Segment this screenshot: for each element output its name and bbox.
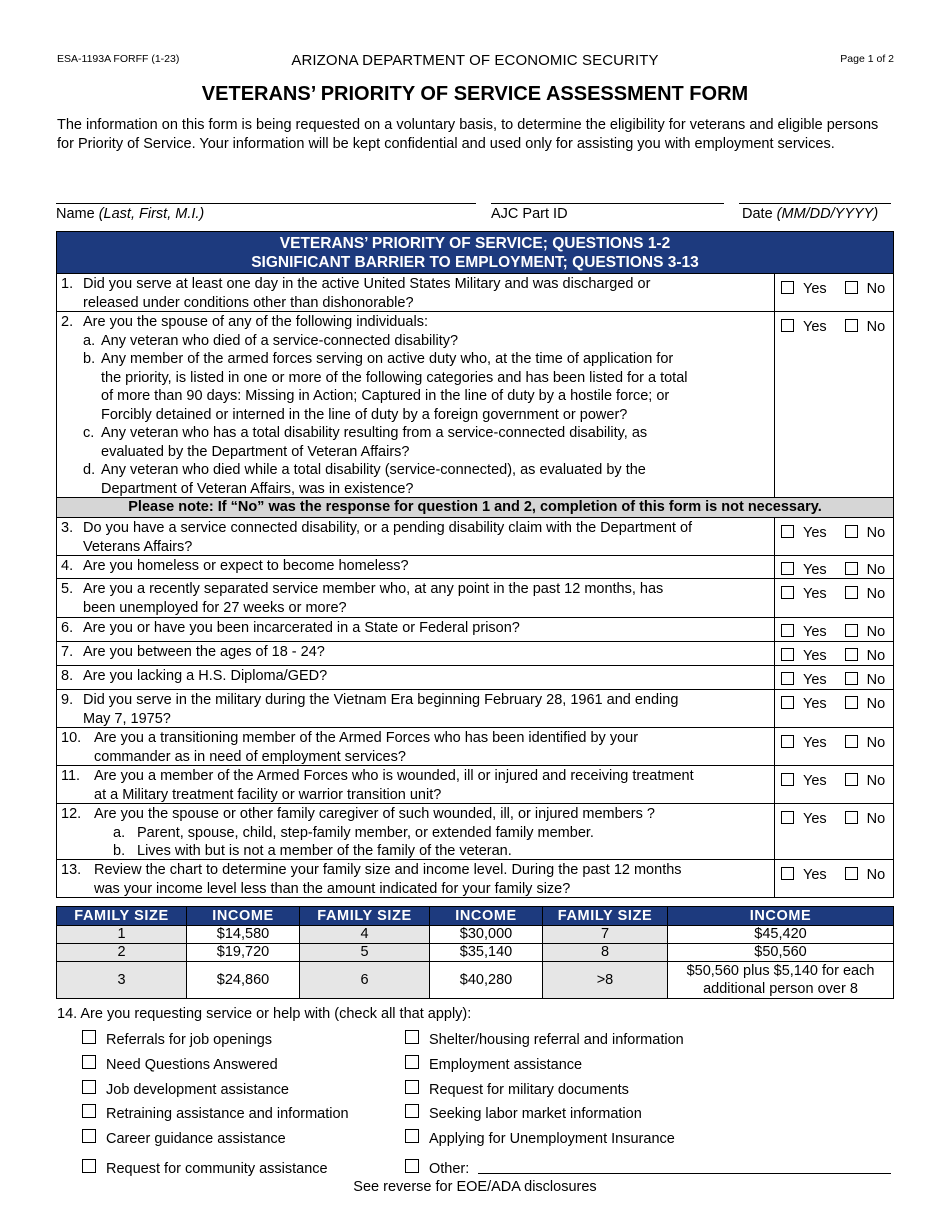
option-community-assistance[interactable] [82, 1161, 328, 1177]
header-family-size: FAMILY SIZE [57, 907, 187, 926]
question-10-row [57, 728, 893, 766]
question-7-row [57, 642, 893, 666]
question-12-answer [775, 804, 893, 859]
q6-yes-checkbox[interactable] [781, 624, 794, 637]
option-label: Referrals for job openings [106, 1032, 273, 1048]
checkbox[interactable] [405, 1030, 419, 1044]
yes-label: Yes [803, 811, 827, 827]
questions-table-header [57, 232, 893, 274]
question-4-row [57, 556, 893, 579]
question-2-answer [775, 312, 893, 497]
checkbox[interactable] [405, 1080, 419, 1094]
other-input-field[interactable] [478, 1173, 891, 1174]
question-3-text: 3. Do you have a service connected disability, or a pending disability claim with the Department of Veterans Affairs? [57, 518, 775, 555]
question-12-text: 12. Are you the spouse or other family caregiver of such wounded, ill, or injured members ? a. Parent, spouse, child, step-family member, or extended family member. b. Lives with but is not a member of the family of the veteran. [57, 804, 775, 859]
family-size-cell: >8 [543, 962, 668, 999]
income-cell: $50,560 [668, 944, 894, 962]
option-other[interactable] [405, 1161, 469, 1177]
header-income: INCOME [668, 907, 894, 926]
family-size-cell: 1 [57, 926, 187, 944]
page-number: Page 1 of 2 [840, 53, 894, 65]
option-label: Job development assistance [106, 1082, 289, 1098]
income-cell: $24,860 [187, 962, 300, 999]
q10-no-checkbox[interactable] [845, 735, 858, 748]
income-cell: $50,560 plus $5,140 for each additional person over 8 [668, 962, 894, 999]
question-13-text: 13. Review the chart to determine your family size and income level. During the past 12 months was your income level less than the amount indicated for your family size? [57, 860, 775, 897]
family-size-cell: 5 [300, 944, 430, 962]
option-label: Request for community assistance [106, 1161, 328, 1177]
q8-yes-checkbox[interactable] [781, 672, 794, 685]
table-row [57, 962, 894, 999]
question-10-answer [775, 728, 893, 765]
question-13-row [57, 860, 893, 897]
intro-text: The information on this form is being requested on a voluntary basis, to determine the eligibility for veterans and eligible persons for Priority of Service. Your information will be kept confidential and used only for assisting you with employment services. [57, 117, 879, 152]
name-label: Name (Last, First, M.I.) [56, 206, 205, 222]
option-career-guidance[interactable] [82, 1131, 286, 1147]
family-size-cell: 6 [300, 962, 430, 999]
question-6-text: 6. Are you or have you been incarcerated in a State or Federal prison? [57, 618, 775, 641]
checkbox[interactable] [82, 1055, 96, 1069]
family-size-cell: 2 [57, 944, 187, 962]
yes-label: Yes [803, 624, 827, 640]
question-7-answer [775, 642, 893, 665]
question-3-answer [775, 518, 893, 555]
question-9-row [57, 690, 893, 728]
question-1-text: 1. Did you serve at least one day in the active United States Military and was discharged or released under conditions other than dishonorable? [57, 274, 775, 311]
no-label: No [866, 624, 886, 640]
question-4-answer [775, 556, 893, 578]
no-label: No [866, 811, 886, 827]
header-family-size: FAMILY SIZE [543, 907, 668, 926]
q1-no-checkbox[interactable] [845, 281, 858, 294]
q12-no-checkbox[interactable] [845, 811, 858, 824]
checkbox[interactable] [82, 1129, 96, 1143]
q4-no-checkbox[interactable] [845, 562, 858, 575]
family-size-cell: 8 [543, 944, 668, 962]
date-label: Date (MM/DD/YYYY) [742, 206, 879, 222]
question-11-answer [775, 766, 893, 803]
header-line-1: VETERANS’ PRIORITY OF SERVICE; QUESTIONS 1-2 [279, 235, 671, 252]
option-label: Seeking labor market information [429, 1106, 642, 1122]
yes-label: Yes [803, 867, 827, 883]
note-banner: Please note: If “No” was the response for question 1 and 2, completion of this form is not necessary. [57, 498, 893, 518]
yes-label: Yes [803, 586, 827, 602]
option-label: Career guidance assistance [106, 1131, 286, 1147]
q13-yes-checkbox[interactable] [781, 867, 794, 880]
question-4-text: 4. Are you homeless or expect to become homeless? [57, 556, 775, 578]
family-size-cell: 7 [543, 926, 668, 944]
option-unemployment-insurance[interactable] [405, 1131, 675, 1147]
no-label: No [866, 586, 886, 602]
income-cell: $35,140 [430, 944, 543, 962]
option-label: Retraining assistance and information [106, 1106, 349, 1122]
q3-no-checkbox[interactable] [845, 525, 858, 538]
question-10-text: 10. Are you a transitioning member of the Armed Forces who has been identified by your commander as in need of employment services? [57, 728, 775, 765]
no-label: No [866, 672, 886, 688]
option-label: Request for military documents [429, 1082, 629, 1098]
yes-label: Yes [803, 672, 827, 688]
income-cell: $45,420 [668, 926, 894, 944]
checkbox[interactable] [82, 1030, 96, 1044]
option-job-development[interactable] [82, 1082, 289, 1098]
questions-table [56, 231, 894, 898]
form-code: ESA-1193A FORFF (1-23) [57, 53, 180, 65]
yes-label: Yes [803, 562, 827, 578]
yes-label: Yes [803, 696, 827, 712]
option-label: Employment assistance [429, 1057, 583, 1073]
option-label: Need Questions Answered [106, 1057, 278, 1073]
no-label: No [866, 648, 886, 664]
question-11-text: 11. Are you a member of the Armed Forces who is wounded, ill or injured and receiving treatment at a Military treatment facility or warrior transition unit? [57, 766, 775, 803]
yes-label: Yes [803, 735, 827, 751]
q7-yes-checkbox[interactable] [781, 648, 794, 661]
question-5-row [57, 579, 893, 618]
q11-no-checkbox[interactable] [845, 773, 858, 786]
footer-note: See reverse for EOE/ADA disclosures [353, 1179, 597, 1195]
q13-no-checkbox[interactable] [845, 867, 858, 880]
checkbox[interactable] [405, 1129, 419, 1143]
q5-no-checkbox[interactable] [845, 586, 858, 599]
option-shelter-housing[interactable] [405, 1032, 684, 1048]
q9-no-checkbox[interactable] [845, 696, 858, 709]
checkbox[interactable] [405, 1159, 419, 1173]
header-family-size: FAMILY SIZE [300, 907, 430, 926]
no-label: No [866, 735, 886, 751]
yes-label: Yes [803, 319, 827, 335]
no-label: No [866, 562, 886, 578]
table-row [57, 944, 894, 962]
option-referrals-job-openings[interactable] [82, 1032, 272, 1048]
option-need-questions-answered[interactable] [82, 1057, 278, 1073]
option-military-documents[interactable] [405, 1082, 629, 1098]
option-labor-market-info[interactable] [405, 1106, 642, 1122]
family-size-cell: 3 [57, 962, 187, 999]
form-title: VETERANS’ PRIORITY OF SERVICE ASSESSMENT FORM [201, 83, 749, 105]
question-2-row [57, 312, 893, 498]
q12-yes-checkbox[interactable] [781, 811, 794, 824]
question-8-answer [775, 666, 893, 689]
no-label: No [866, 696, 886, 712]
no-label: No [866, 867, 886, 883]
q3-yes-checkbox[interactable] [781, 525, 794, 538]
question-8-text: 8. Are you lacking a H.S. Diploma/GED? [57, 666, 775, 689]
question-1-answer [775, 274, 893, 311]
question-5-answer [775, 579, 893, 617]
no-label: No [866, 281, 886, 297]
table-row [57, 926, 894, 944]
header-income: INCOME [430, 907, 543, 926]
checkbox[interactable] [82, 1159, 96, 1173]
question-9-answer [775, 690, 893, 727]
yes-label: Yes [803, 648, 827, 664]
no-label: No [866, 319, 886, 335]
no-label: No [866, 773, 886, 789]
question-1-row [57, 274, 893, 312]
ajc-part-id-label: AJC Part ID [491, 206, 568, 222]
q4-yes-checkbox[interactable] [781, 562, 794, 575]
checkbox[interactable] [82, 1104, 96, 1118]
question-8-row [57, 666, 893, 690]
department-name: ARIZONA DEPARTMENT OF ECONOMIC SECURITY [291, 52, 659, 69]
name-field[interactable] [56, 203, 476, 204]
question-14-text: 14. Are you requesting service or help with (check all that apply): [57, 1006, 472, 1022]
q2-no-checkbox[interactable] [845, 319, 858, 332]
ajc-part-id-field[interactable] [491, 203, 724, 204]
question-7-text: 7. Are you between the ages of 18 - 24? [57, 642, 775, 665]
income-cell: $14,580 [187, 926, 300, 944]
option-retraining[interactable] [82, 1106, 349, 1122]
option-label: Shelter/housing referral and information [429, 1032, 684, 1048]
checkbox[interactable] [405, 1104, 419, 1118]
checkbox[interactable] [405, 1055, 419, 1069]
question-3-row [57, 518, 893, 556]
q6-no-checkbox[interactable] [845, 624, 858, 637]
q5-yes-checkbox[interactable] [781, 586, 794, 599]
family-size-cell: 4 [300, 926, 430, 944]
yes-label: Yes [803, 281, 827, 297]
q1-yes-checkbox[interactable] [781, 281, 794, 294]
income-table [56, 906, 894, 999]
option-label: Applying for Unemployment Insurance [429, 1131, 675, 1147]
no-label: No [866, 525, 886, 541]
q10-yes-checkbox[interactable] [781, 735, 794, 748]
yes-label: Yes [803, 773, 827, 789]
question-9-text: 9. Did you serve in the military during the Vietnam Era beginning February 28, 1961 and ending May 7, 1975? [57, 690, 775, 727]
question-2-text: 2. Are you the spouse of any of the following individuals: a. Any veteran who died of a service-connected disability? b. Any member of the armed forces serving on active duty who, at the time of application for the priority, is listed in one or more of the following categories and has been listed for a total of more than 90 days: Missing in Action; Captured in the line of duty by a hostile force; or Forcibly detained or interned in the line of duty by a foreign government or power? c. Any veteran who has a total disability resulting from a service-connected disability, as evaluated by the Department of Veteran Affairs? d. Any veteran who died while a total disability (service-connected), as evaluated by the Department of Veteran Affairs, was in existence? [57, 312, 775, 497]
date-field[interactable] [739, 203, 891, 204]
yes-label: Yes [803, 525, 827, 541]
header-line-2: SIGNIFICANT BARRIER TO EMPLOYMENT; QUESTIONS 3-13 [251, 254, 699, 271]
q2-yes-checkbox[interactable] [781, 319, 794, 332]
q11-yes-checkbox[interactable] [781, 773, 794, 786]
question-11-row [57, 766, 893, 804]
income-cell: $19,720 [187, 944, 300, 962]
q8-no-checkbox[interactable] [845, 672, 858, 685]
question-12-row [57, 804, 893, 860]
income-cell: $40,280 [430, 962, 543, 999]
income-table-header [57, 907, 894, 926]
question-13-answer [775, 860, 893, 897]
question-5-text: 5. Are you a recently separated service member who, at any point in the past 12 months, has been unemployed for 27 weeks or more? [57, 579, 775, 617]
header-income: INCOME [187, 907, 300, 926]
question-6-answer [775, 618, 893, 641]
question-6-row [57, 618, 893, 642]
checkbox[interactable] [82, 1080, 96, 1094]
option-label: Other: [429, 1161, 470, 1177]
q7-no-checkbox[interactable] [845, 648, 858, 661]
income-cell: $30,000 [430, 926, 543, 944]
q9-yes-checkbox[interactable] [781, 696, 794, 709]
option-employment-assistance[interactable] [405, 1057, 582, 1073]
